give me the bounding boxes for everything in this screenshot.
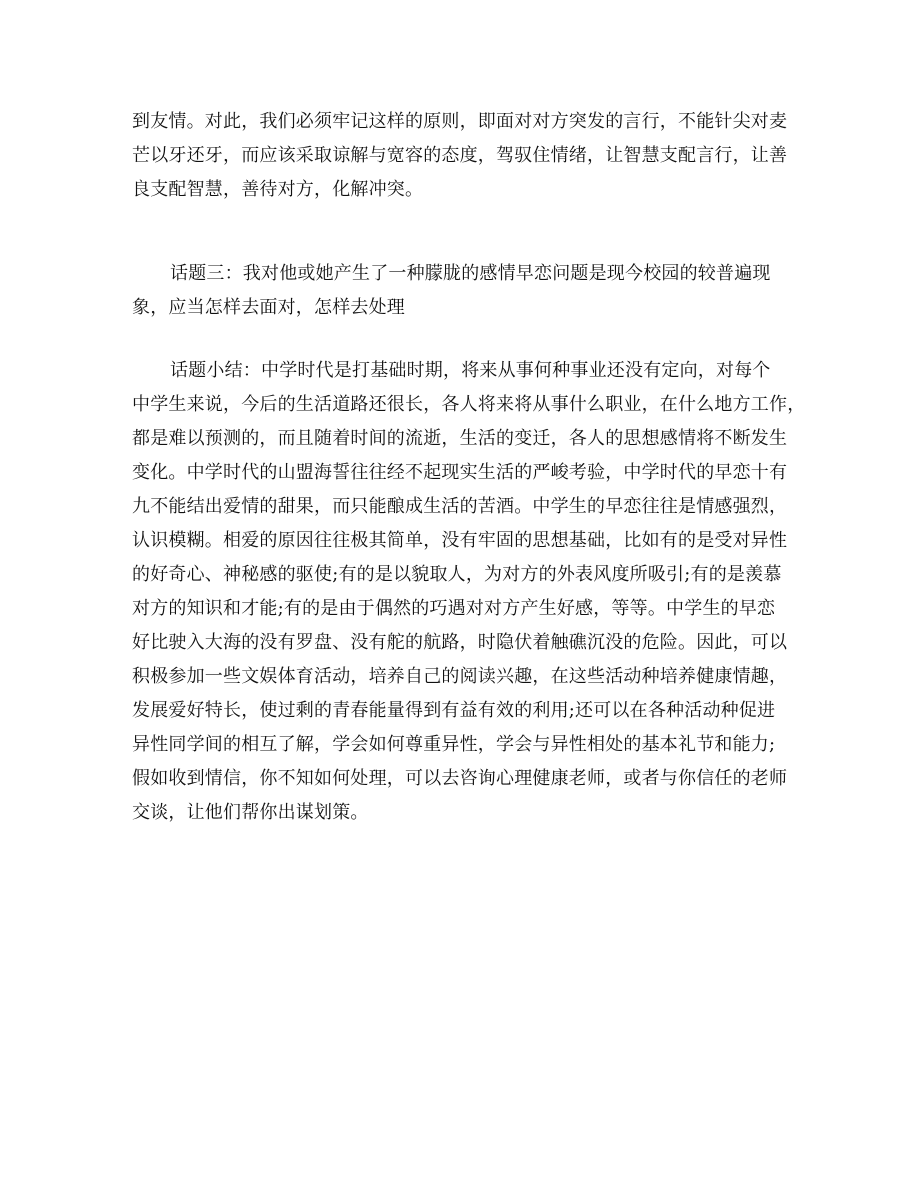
text-line: 的好奇心、神秘感的驱使;有的是以貌取人，为对方的外表风度所吸引;有的是羡慕	[132, 564, 782, 585]
text-line: 认识模糊。相爱的原因往往极其简单，没有牢固的思想基础，比如有的是受对异性	[132, 530, 788, 551]
text-line: 到友情。对此，我们必须牢记这样的原则，即面对对方突发的言行，不能针尖对麦	[132, 111, 788, 132]
text-line: 积极参加一些文娱体育活动，培养自己的阅读兴趣，在这些活动种培养健康情趣，	[132, 666, 788, 687]
text-line: 九不能结出爱情的甜果，而只能酿成生活的苦酒。中学生的早恋往往是情感强烈，	[132, 496, 788, 517]
text-line: 良支配智慧，善待对方，化解冲突。	[132, 179, 424, 200]
text-line: 假如收到情信，你不知如何处理，可以去咨询心理健康老师，或者与你信任的老师	[132, 768, 788, 789]
text-line: 话题三：我对他或她产生了一种朦胧的感情早恋问题是现今校园的较普遍现	[170, 263, 771, 284]
text-line: 对方的知识和才能;有的是由于偶然的巧遇对对方产生好感，等等。中学生的早恋	[132, 598, 776, 619]
text-line: 交谈，让他们帮你出谋划策。	[132, 802, 369, 823]
text-line: 中学生来说，今后的生活道路还很长，各人将来将从事什么职业，在什么地方工作，	[132, 394, 806, 415]
text-line: 话题小结：中学时代是打基础时期，将来从事何种事业还没有定向，对每个	[170, 360, 771, 381]
paragraph-topic-summary	[132, 354, 812, 830]
text-line: 异性同学间的相互了解，学会如何尊重异性，学会与异性相处的基本礼节和能力;	[132, 734, 776, 755]
text-line: 象，应当怎样去面对，怎样去处理	[132, 297, 405, 318]
text-line: 变化。中学时代的山盟海誓往往经不起现实生活的严峻考验，中学时代的早恋十有	[132, 462, 788, 483]
text-line: 好比驶入大海的没有罗盘、没有舵的航路，时隐伏着触礁沉没的危险。因此，可以	[132, 632, 788, 653]
text-line: 芒以牙还牙，而应该采取谅解与宽容的态度，驾驭住情绪，让智慧支配言行，让善	[132, 145, 788, 166]
text-line: 发展爱好特长，使过剩的青春能量得到有益有效的利用;还可以在各种活动种促进	[132, 700, 776, 721]
paragraph-continuation	[132, 105, 812, 207]
paragraph-topic-three	[132, 257, 812, 325]
text-line: 都是难以预测的，而且随着时间的流逝，生活的变迁，各人的思想感情将不断发生	[132, 428, 788, 449]
